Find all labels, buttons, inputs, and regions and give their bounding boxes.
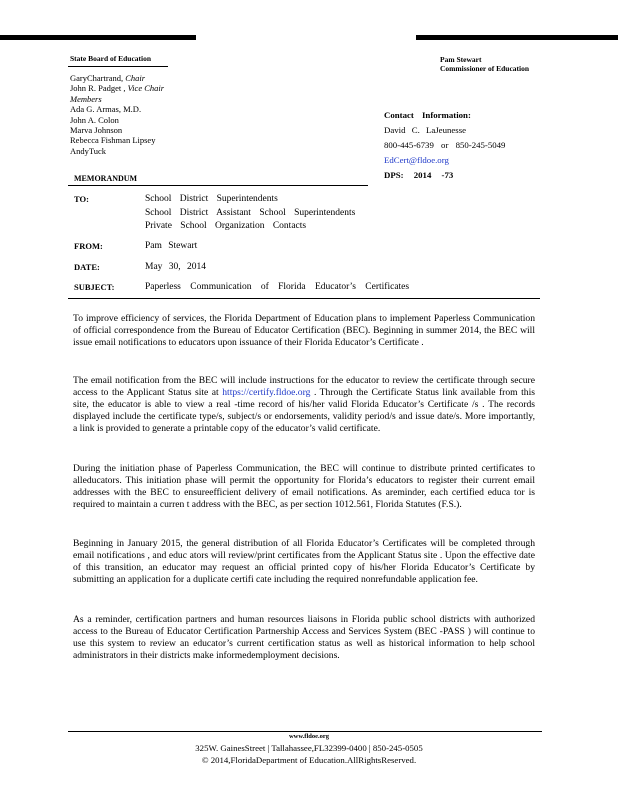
footer-rule (68, 731, 542, 732)
from-label: FROM: (74, 241, 103, 251)
member-name: Rebecca Fishman Lipsey (70, 135, 156, 146)
to-label: TO: (74, 194, 89, 204)
vice-chair-line (70, 83, 220, 93)
commissioner-title: Commissioner of Education (440, 64, 530, 73)
header-bar-right (416, 35, 618, 40)
member-name: Marva Johnson (70, 125, 123, 136)
memo-title: MEMORANDUM (74, 174, 138, 183)
to-recipient: Private School Organization Contacts (145, 221, 307, 231)
footer-copyright: © 2014,FloridaDepartment of Education.AllRightsReserved. (201, 755, 417, 765)
board-list (70, 73, 220, 156)
member-name: AndyTuck (70, 145, 107, 156)
vice-chair-name: John R. Padget , (70, 83, 126, 94)
body-paragraph-2 (73, 375, 535, 435)
contact-email-link[interactable]: EdCert@fldoe.org (384, 155, 449, 165)
body-paragraph-5: As a reminder, certification partners and human resources liaisons in Florida public school districts with authorized access to the Bureau of Educator Certification Partnership Access and Services System (BEC -PASS ) will continue to use this system to review an educator’s current certification status as well as historical information to help school administrators in their districts make informedemployment decisions. (73, 614, 535, 661)
chair-role: Chair (125, 73, 146, 83)
board-title-rule (68, 66, 168, 67)
to-recipient: School District Superintendents (145, 194, 278, 204)
body-paragraph-2-text: The email notification from the BEC will include instructions for the educator to review the certificate through secure access to the Applicant Status site at (73, 375, 535, 398)
board-title: State Board of Education (70, 54, 152, 63)
member-name: John A. Colon (70, 114, 119, 125)
subject-value: Paperless Communication of Florida Educator’s Certificates (145, 282, 410, 292)
footer-address: 325W. GainesStreet | Tallahassee,FL32399-0400 | 850-245-0505 (195, 743, 423, 753)
body-paragraph-2-text: . Through the Certificate Status link available from this site, the educator is able to view a real -time record of his/her valid Florida Educator’s Certificate /s . The records displayed include the certificate type/s, subject/s or endorsements, validity period/s and issue date/s. More importantly, a link is provided to generate a printable copy of the educator’s valid certificate. (73, 387, 535, 434)
date-label: DATE: (74, 262, 100, 272)
chair-name: GaryChartrand, (70, 73, 124, 83)
contact-phones: 800-445-6739 or 850-245-5049 (384, 140, 506, 150)
subject-label: SUBJECT: (74, 282, 115, 292)
date-value: May 30, 2014 (145, 262, 207, 272)
to-recipient: School District Assistant School Superintendents (145, 207, 356, 218)
header-bar-left (0, 35, 196, 40)
dps-number: DPS: 2014 -73 (384, 170, 454, 180)
member-name: Ada G. Armas, M.D. (70, 104, 142, 115)
contact-name: David C. LaJeunesse (384, 125, 467, 135)
vice-chair-role: Vice Chair (127, 83, 165, 94)
memo-bottom-rule (68, 298, 540, 299)
to-recipients (145, 193, 355, 234)
memo-rule (68, 185, 368, 186)
body-paragraph-1: To improve efficiency of services, the Florida Department of Education plans to implement Paperless Communication of official correspondence from the Bureau of Educator Certification (BEC). Beginning in summer 2014, the BEC will issue email notifications to educators upon issuance of their Florida Educator’s Certificate . (73, 313, 535, 348)
commissioner-name: Pam Stewart (440, 55, 482, 64)
members-label: Members (70, 93, 102, 104)
body-paragraph-4: Beginning in January 2015, the general distribution of all Florida Educator’s Certificates will be completed through email notifications , and educ ators will review/print certificates from the Applicant Status site . Upon the effective date of this transition, an educator may request an official printed copy of his/her Florida Educator’s Certificate by submitting an application for a duplicate certifi cate including the required nonrefundable application fee. (73, 538, 535, 585)
body-paragraph-3: During the initiation phase of Paperless Communication, the BEC will continue to distribute printed certificates to alleducators. This initiation phase will permit the opportunity for Florida’s educators to register their current email addresses with the BEC to ensureefficient delivery of email notifications. As areminder, each certified educa tor is required to maintain a curren t address with the BEC, as per section 1012.561, Florida Statutes (F.S.). (73, 463, 535, 510)
from-value: Pam Stewart (145, 241, 198, 251)
certify-link[interactable]: https://certify.fldoe.org (222, 387, 311, 398)
chair-line (70, 73, 220, 83)
contact-heading: Contact Information: (384, 110, 471, 120)
contact-block (384, 108, 584, 183)
footer-website: www.fldoe.org (288, 733, 330, 740)
